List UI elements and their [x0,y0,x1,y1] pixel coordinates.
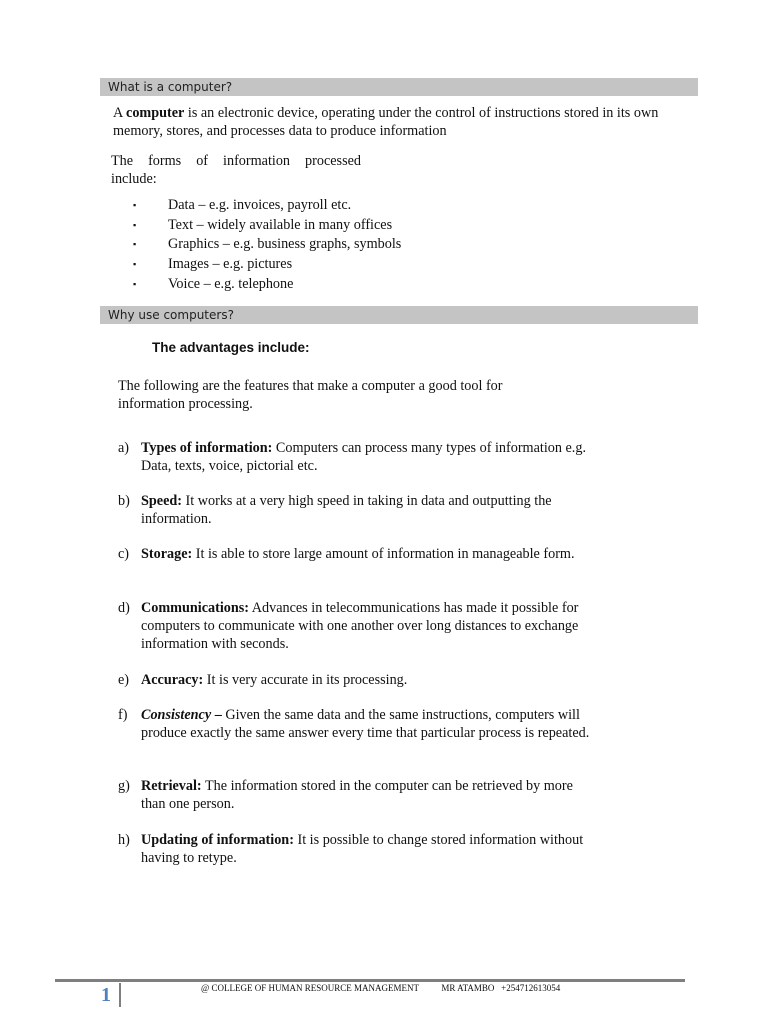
item-text: It is able to store large amount of information in manageable form. [192,546,575,562]
list-item-text: Voice – e.g. telephone [168,275,294,292]
item-letter: a) [118,440,130,456]
list-item-text: Data – e.g. invoices, payroll etc. [168,197,352,213]
feature-item-retrieval [118,777,598,813]
item-term: Accuracy: [141,672,204,688]
bullet-icon: ▪ [133,219,137,230]
feature-item-accuracy [118,671,598,689]
intro-rest: is an electronic device, operating under the control of instructions stored in its own memory, stores, and processes data to produce information [113,105,659,139]
feature-item-types [118,439,598,475]
advantages-subheading: The advantages include: [152,340,310,355]
item-text: Computers can process many types of information e.g. Data, texts, voice, pictorial etc. [141,440,586,474]
section-heading-why-use-computers [100,306,698,324]
bullet-icon: ▪ [133,200,137,210]
list-item [133,196,401,216]
item-text: It is possible to change stored information without having to retype. [141,832,584,866]
bullet-icon: ▪ [133,259,137,270]
bullet-icon: ▪ [133,239,137,250]
list-item [133,235,401,255]
item-text: The information stored in the computer can be retrieved by more than one person. [141,778,573,812]
item-term: Communications: [141,600,249,616]
page-number: 1 [101,984,111,1006]
list-item-text: Graphics – e.g. business graphs, symbols [168,236,402,253]
feature-item-updating [118,831,598,867]
item-letter: h) [118,832,130,848]
list-item-text: Text – widely available in many offices [168,216,393,233]
item-term: Types of information: [141,440,273,456]
item-letter: b) [118,493,130,509]
list-item-text: Images – e.g. pictures [168,256,293,273]
intro-term: computer [126,105,185,121]
forms-bullet-list [133,196,401,294]
item-text: Given the same data and the same instructions, computers will produce exactly the same answer every time that particular process is repeated. [141,707,590,741]
bullet-icon: ▪ [133,278,137,289]
list-item [133,275,401,295]
footer-text: @ COLLEGE OF HUMAN RESOURCE MANAGEMENT MR ATAMBO +254712613054 [201,983,561,993]
item-text: Advances in telecommunications has made it possible for computers to communicate with one another over long distances to exchange information with seconds. [141,600,579,652]
item-letter: d) [118,600,130,616]
features-intro-paragraph: The following are the features that make a computer a good tool for information processing. [118,378,503,412]
item-term: Storage: [141,546,193,562]
section-heading-text: What is a computer? [108,80,233,94]
feature-item-storage [118,545,598,563]
item-term: Consistency [141,707,212,723]
feature-item-consistency [118,706,598,742]
definition-paragraph [113,104,683,140]
section-heading-what-is-a-computer [100,78,698,96]
item-letter: f) [118,707,128,723]
forms-paragraph: The forms of information processed include: [111,153,361,187]
list-item [133,255,401,275]
item-letter: c) [118,546,130,562]
section-heading-text: Why use computers? [108,308,234,322]
item-letter: e) [118,672,130,688]
page-number-divider [119,983,121,1007]
feature-item-speed [118,492,598,528]
item-term: Speed: [141,493,182,509]
item-letter: g) [118,778,130,794]
item-term: Retrieval: [141,778,202,794]
item-text: It works at a very high speed in taking in data and outputting the information. [141,493,552,527]
item-text: It is very accurate in its processing. [203,672,408,688]
list-item [133,216,401,236]
item-term: Updating of information: [141,832,294,848]
item-dash: – [211,707,222,723]
intro-prefix: A [113,105,127,121]
feature-item-communications [118,599,598,653]
